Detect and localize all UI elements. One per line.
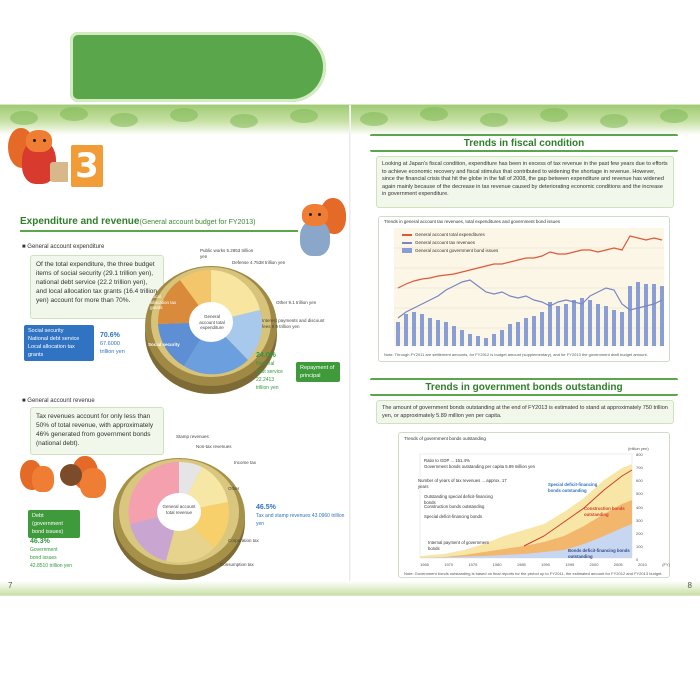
bonds-chart-title: Trends of government bonds outstanding [404,436,486,441]
squirrel-suit-illustration [296,198,346,258]
expenditure-callout-pct: 70.6% 67.6000 trillion yen [100,332,125,355]
expenditure-label: ■ General account expenditure [22,244,104,250]
note-interest: Interest payments and discount fees 9.9 trillion yen [262,318,325,329]
chapter-title-plate [70,32,326,102]
squirrel-reading-illustration [20,456,110,518]
expenditure-text: Of the total expenditure, the three budget items of social security (29.1 trillion yen), national debt service (22.2 trillion yen), and local allocation tax grants (16.4 trillion yen) account for more than 70%. [30,255,164,319]
bonds-anno-outstanding: Outstanding special deficit-financing bonds [424,494,493,505]
note-public-works: Public works 5.2853 trillion yen [200,248,254,259]
revenue-center: General account total revenue [162,504,196,515]
legend-tax: General account tax revenues [402,240,475,245]
bonds-anno-special: Special deficit-financing bonds [424,514,483,519]
bonds-anno-ratio: Ratio to GDP ... 151.4% [424,458,470,463]
note-consumption: Consumption tax [220,562,254,567]
bonds-anno-construction: Construction bonds outstanding [424,504,485,509]
repayment-callout: Repayment of principal [296,362,340,382]
bonds-x-axis: 1965 1970 1975 1980 1985 1990 1995 2000 2005 2010 (FY) [420,562,670,567]
fiscal-chart-note: Note: Through FY2011 are settlement amounts, for FY2012 is budget amount (supplementary), and for FY2013 the government draft budget amount. [384,352,648,357]
gov-bond-pct: 46.3% Government bond issues 42.8510 trillion yen [30,538,72,569]
note-stamp: Stamp revenues [176,434,209,439]
page-fold [349,105,351,596]
revenue-callout: Debt (government bond issues) [28,510,80,538]
bonds-heading: Trends in government bonds outstanding [370,378,678,396]
note-defense: Defense 4.7538 trillion yen [232,260,286,265]
fiscal-chart-title: Trends in general account tax revenues, total expenditures and government bond issues [384,219,560,224]
bonds-y-axis: 800 700 600 500 400 300 200 100 0 [636,452,643,562]
note-nontax: Non-tax revenues [196,444,232,449]
bonds-anno-internal: Internal payment of government bonds [428,540,489,551]
bonds-chart-note: Note: Government bonds outstanding is based on final reports for the period up to FY2011, the estimated amount for FY2012 and FY2013 budget. [404,571,663,576]
note-other-revenue: Other [228,486,240,491]
page-number-left: 7 [8,581,13,590]
note-income: Income tax [234,460,257,465]
revenue-text: Tax revenues account for only less than 50% of total revenue, with approximately 46% generated from government bonds (national debt). [30,407,164,455]
expenditure-callout: Social security National debt service Local allocation tax grants [24,325,94,361]
bonds-anno-years: Number of years of tax revenues ... approx. 17 years [418,478,507,489]
page-number-right: 8 [687,581,692,590]
segment-local: Local allocation tax grants [150,294,177,310]
note-corp: Corporation tax [228,538,259,543]
legend-bonds: General account government bond issues [402,248,498,253]
chapter-number: 3 [68,142,106,190]
legend-expenditure: General account total expenditures [402,232,485,237]
bonds-label-special: Special deficit-financing bonds outstanding [548,482,598,493]
segment-social: Social security [148,342,180,347]
fiscal-text: Looking at Japan's fiscal condition, expenditure has been in excess of tax revenue in the past few years due to efforts to achieve economic recovery and fiscal stimulus that contributed to widening the shortage in revenue. However, since the financial crisis that hit the globe in the fall of 2008, the gap between expenditure and revenue has widened again mainly because of the decrease in tax revenue caused by deteriorating economic conditions and the increase in government expenditure. [376,156,674,208]
squirrel-illustration [8,128,68,188]
debt-pct: 24.0% National debt service 22.2413 trillion yen [256,352,283,391]
chapter-title: Current Status of National Finance [114,148,300,192]
tax-pct: 46.5% Tax and stamp revenues 43.0960 trillion yen [256,504,345,527]
expenditure-revenue-heading: Expenditure and revenue(General account budget for FY2013) [20,216,298,232]
bonds-y-unit: (trillion yen) [628,446,649,451]
note-other: Other 9.1 trillion yen [276,300,317,305]
bonds-anno-per-capita: Government bonds outstanding per capita 5.89 million yen [424,464,536,469]
fiscal-heading: Trends in fiscal condition [370,134,678,152]
bonds-text: The amount of government bonds outstanding at the end of FY2013 is estimated to stand at approximately 750 trillion yen, or approximately 5.89 million yen per capita. [376,400,674,424]
bonds-label-construction: Construction bonds outstanding [584,506,625,517]
bonds-label-deficit: Bonds deficit-financing bonds outstanding [568,548,630,559]
expenditure-center: General account total expenditure [199,314,225,330]
revenue-label: ■ General account revenue [22,398,95,404]
